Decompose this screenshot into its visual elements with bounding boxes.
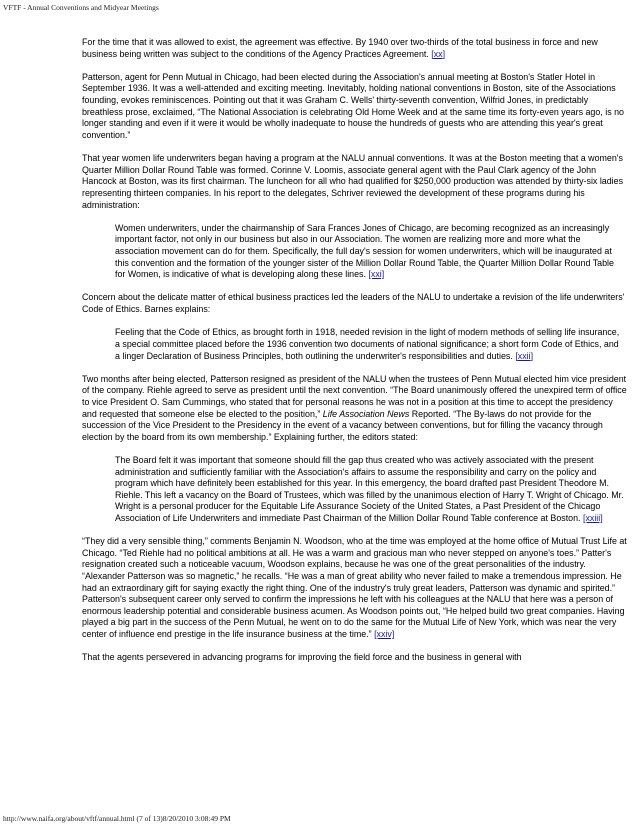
quote-text: Feeling that the Code of Ethics, as brought forth in 1918, needed revision in the light of modern methods of selling life insurance, a special committee placed before the 1936 convention two documents of national significance; a short form Code of Ethics, and a linger Declaration of Business Principles, both outlining the underwriter's responsibilities and duties. (115, 327, 620, 361)
paragraph-text: Concern about the delicate matter of ethical business practices led the leaders of the NALU to undertake a revision of the life underwriters' Code of Ethics. Barnes explains: (82, 292, 625, 315)
paragraph (82, 292, 630, 315)
paragraph-text: That the agents persevered in advancing programs for improving the field force and the business in general with (82, 652, 522, 663)
paragraph-text: Reported. “The By-laws do not provide for the succession of the Vice President to the Presidency in the event of a vacancy between conventions, but for filling the vacancy through election by the board from its own membership.” Explaining further, the editors stated: (82, 408, 603, 442)
quote-text: Women underwriters, under the chairmanship of Sara Frances Jones of Chicago, are becoming recognized as an increasingly important factor, not only in our business but also in our Association. The women are realizing more and more what the association movement can do for them. Specifically, the full day's session for women underwriters, which will be inaugurated at this convention and the formation of the younger sister of the Million Dollar Round Table, the Quarter Million Dollar Round Table for Women, is indicative of what is developing along these lines. (115, 222, 614, 280)
paragraph (82, 652, 630, 664)
paragraph-text: “They did a very sensible thing,” comments Benjamin N. Woodson, who at the time was employed at the home office of Mutual Trust Life at Chicago. “Ted Riehle had no political ambitions at all. He was a warm and gracious man who never stepped on anyone's toes.” Patter's resignation created such a noticeable vacuum, Woodson explains, because he was one of the great personalities of the industry. “Alexander Patterson was so magnetic,” he recalls. “He was a man of great ability who never failed to make a tremendous impression. He had an extraordinary gift for saying exactly the right thing. One of the industry's truly great leaders, Patterson was dynamic and spirited.” Patterson's subsequent career only served to confirm the impressions he left with his colleagues at the NALU that here was a person of enormous leadership potential and considerable business acumen. As Woodson points out, “He helped build two great companies. Having played a big part in the success of the Penn Mutual, he went on to do the same for the Mutual Life of New York, which was near the very center of influence end prestige in the life insurance business at the time.” (82, 536, 627, 640)
paragraph (82, 37, 630, 60)
quote-text: The Board felt it was important that someone should fill the gap thus created who was actively associated with the present administration and sufficiently familiar with the Association's affairs to assume the responsibility and carry on the policy and program which have definitely been established for this year. In this emergency, the board drafted past President Theodore M. Riehle. This left a vacancy on the Board of Trustees, which was filled by the unanimous election of Harry T. Wright of Chicago. Mr. Wright is a personal producer for the Equitable Life Assurance Society of the United States, a Past President of the Chicago Association of Life Underwriters and immediate Past Chairman of the Million Dollar Round Table conference at Boston. (115, 455, 624, 523)
paragraph (82, 536, 630, 640)
footnote-link[interactable]: [xx] (431, 48, 446, 59)
block-quote (82, 223, 630, 281)
article-body (82, 37, 630, 676)
footnote-link[interactable]: [xxii] (515, 350, 534, 361)
paragraph-text: That year women life underwriters began having a program at the NALU annual conventions. It was at the Boston meeting that a women's Quarter Million Dollar Round Table was formed. Corinne V. Loomis, associate general agent with the Paul Clark agency of the John Hancock at Boston, was its first chairman. The luncheon for all who had qualified for $250,000 production was attended by thirty-six ladies representing thirteen companies. In his report to the delegates, Schriver reviewed the development of these programs during his administration: (82, 153, 624, 210)
footnote-link[interactable]: [xxiv] (374, 629, 395, 640)
block-quote (82, 455, 630, 525)
paragraph (82, 153, 630, 211)
footnote-link[interactable]: [xxiii] (582, 513, 603, 523)
block-quote (82, 327, 630, 362)
paragraph-text: For the time that it was allowed to exist, the agreement was effective. By 1940 over two-thirds of the total business in force and new business being written was subject to the conditions of the Agency Practices Agreement. (82, 37, 598, 59)
paragraph-text: Patterson, agent for Penn Mutual in Chicago, had been elected during the Association's annual meeting at Boston's Statler Hotel in September 1936. It was a well-attended and exciting meeting. Inevitably, holding national conventions in Boston, site of the Associations founding, evokes reminiscences. Pointing out that it was Graham C. Wells' thirty-seventh convention, Wilfrid Jones, in predictably breathless prose, exclaimed, “The National Association is celebrating Old Home Week and at the same time its forty-even years ago, is no longer standing and even if it were it would be wholly inadequate to house the hundreds of guests who are attending this year's great convention.” (82, 71, 624, 140)
paragraph (82, 72, 630, 142)
paragraph (82, 374, 630, 444)
print-header-title: VFTF - Annual Conventions and Midyear Meetings (3, 3, 159, 12)
publication-title: Life Association News (322, 408, 410, 419)
print-footer-url: http://www.naifa.org/about/vftf/annual.html (7 of 13)8/20/2010 3:08:49 PM (3, 814, 231, 823)
footnote-link[interactable]: [xxi] (368, 269, 385, 280)
paragraph-text: Two months after being elected, Patterson resigned as president of the NALU when the trustees of Penn Mutual elected him vice president of the company. Riehle agreed to serve as president until the next convention. “The Board unanimously offered the unexpired term of office to vice President O. Sam Cummings, who stated that for personal reasons he was not in a position at this time to accept the presidency and requested that someone else be elected to the position,” (82, 373, 627, 419)
